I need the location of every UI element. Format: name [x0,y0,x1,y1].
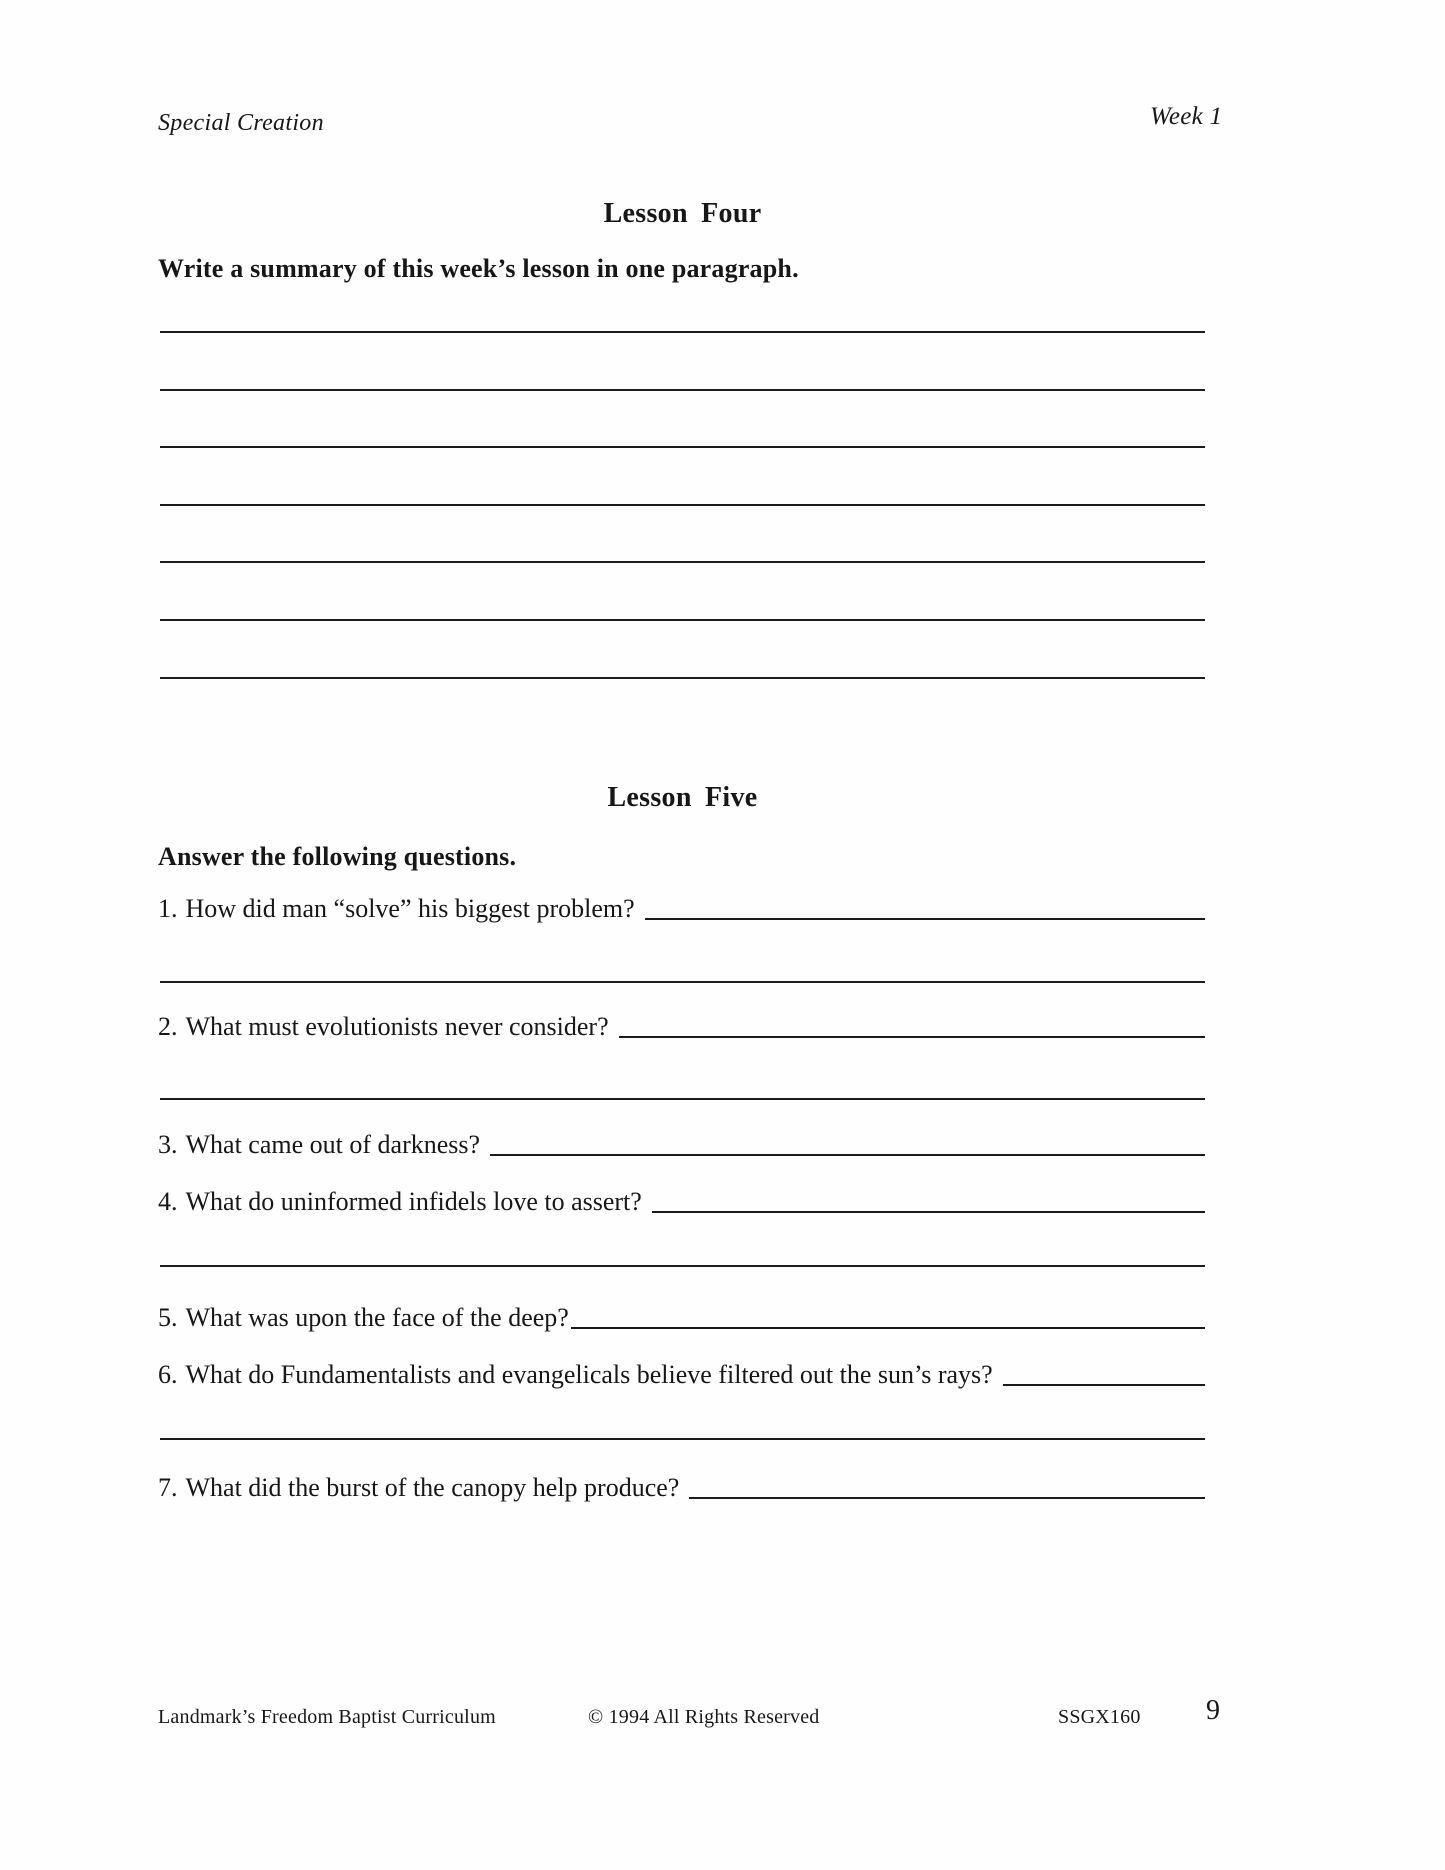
summary-line [160,677,1205,679]
question-4 [158,1183,1205,1217]
answer-blank [1003,1383,1205,1386]
question-7 [158,1469,1205,1503]
summary-line [160,561,1205,563]
question-1 [158,890,1205,924]
answer-blank [490,1153,1205,1156]
answer-blank [619,1035,1205,1038]
page-number: 9 [1206,1695,1220,1726]
question-text: What do uninformed infidels love to assert? [185,1187,642,1216]
question-number: 3. [158,1130,178,1159]
answer-blank [689,1496,1205,1499]
summary-line [160,331,1205,333]
summary-line [160,504,1205,506]
question-text: What was upon the face of the deep? [185,1303,569,1332]
question-number: 2. [158,1012,178,1041]
question-number: 4. [158,1187,178,1216]
footer-copyright: © 1994 All Rights Reserved [588,1706,820,1728]
question-2 [158,1008,1205,1042]
week-label: Week 1 [1150,103,1223,130]
question-number: 5. [158,1303,178,1332]
question-3 [158,1126,1205,1160]
answer-continuation-line [160,981,1205,983]
summary-line [160,389,1205,391]
answer-blank [571,1326,1205,1329]
lesson-five-heading: Lesson Five [607,782,758,813]
question-number: 6. [158,1360,178,1389]
question-text: What do Fundamentalists and evangelicals believe filtered out the sun’s rays? [185,1360,993,1389]
lesson-four-instruction: Write a summary of this week’s lesson in one paragraph. [158,254,799,283]
document-title: Special Creation [158,110,324,136]
lesson-five-instruction: Answer the following questions. [158,842,517,871]
answer-continuation-line [160,1438,1205,1440]
footer-code: SSGX160 [1058,1706,1141,1728]
answer-continuation-line [160,1098,1205,1100]
answer-blank [645,917,1205,920]
lesson-four-heading: Lesson Four [603,198,762,229]
question-number: 1. [158,894,178,923]
question-6 [158,1356,1205,1390]
summary-line [160,619,1205,621]
footer-publisher: Landmark’s Freedom Baptist Curriculum [158,1706,496,1728]
question-number: 7. [158,1473,178,1502]
question-text: How did man “solve” his biggest problem? [185,894,635,923]
answer-blank [652,1210,1205,1213]
question-text: What came out of darkness? [185,1130,481,1159]
question-text: What did the burst of the canopy help produce? [185,1473,680,1502]
question-text: What must evolutionists never consider? [185,1012,609,1041]
summary-line [160,446,1205,448]
answer-continuation-line [160,1265,1205,1267]
question-5 [158,1299,1205,1333]
